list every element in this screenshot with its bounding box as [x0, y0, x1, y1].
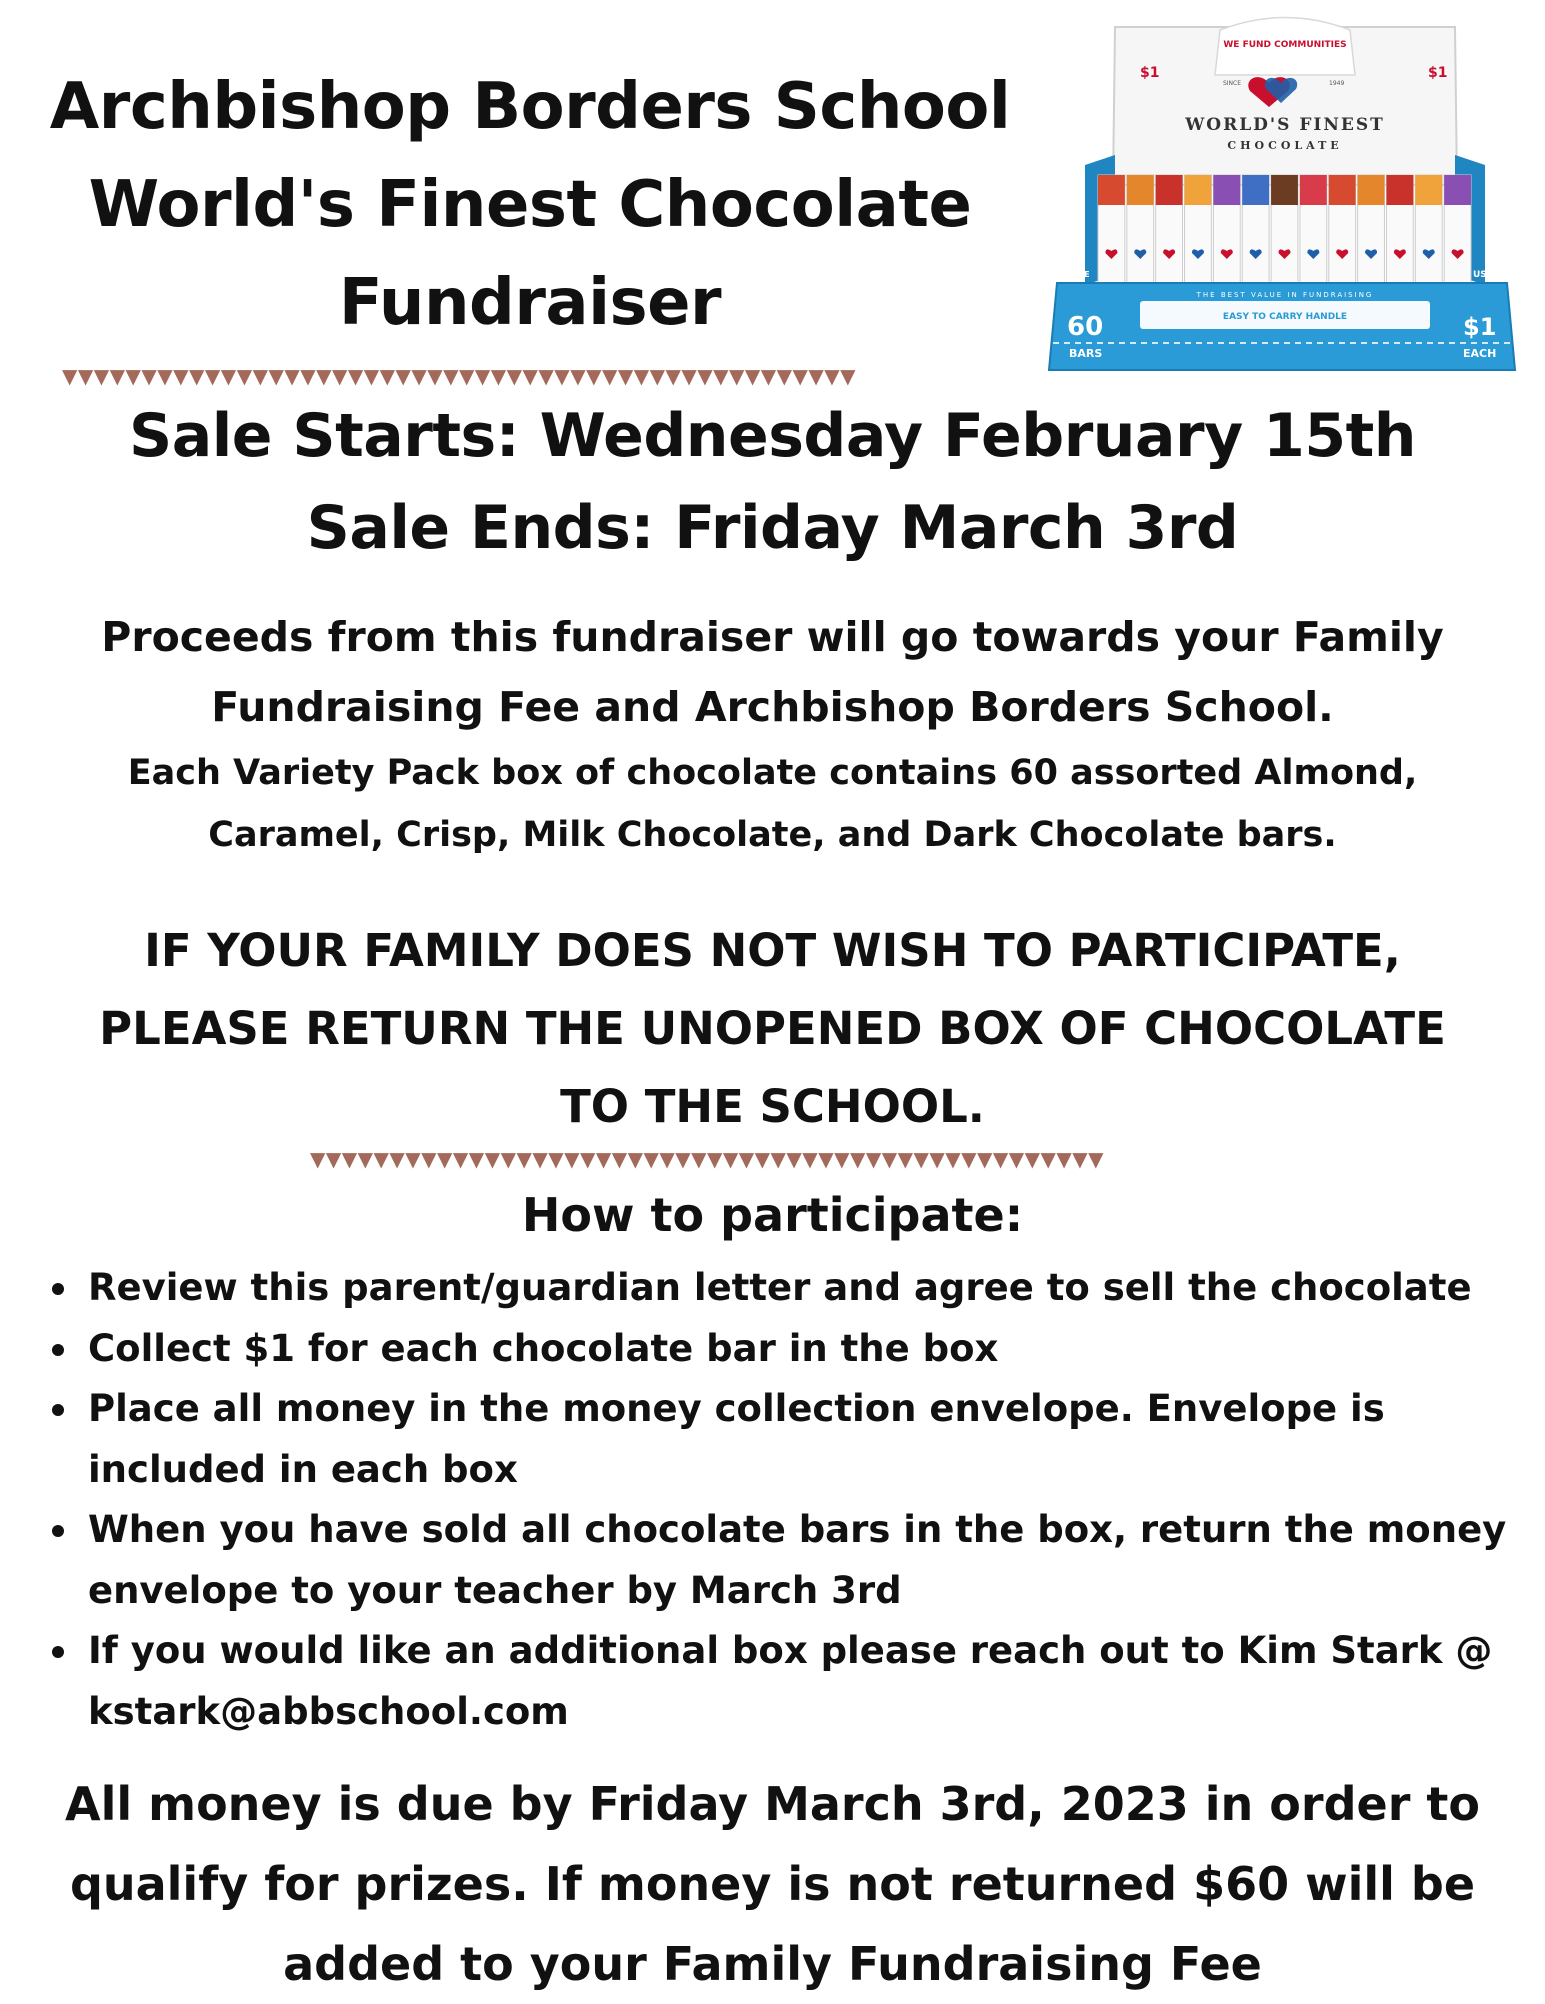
box-bars-label: BARS [1069, 347, 1103, 360]
divider-triangles-top: ▼▼▼▼▼▼▼▼▼▼▼▼▼▼▼▼▼▼▼▼▼▼▼▼▼▼▼▼▼▼▼▼▼▼▼▼▼▼▼▼▼▼▼▼▼▼▼▼▼▼ [62, 364, 857, 388]
box-price-left: $1 [1140, 65, 1160, 81]
list-item: Place all money in the money collection envelope. Envelope is included in each box [48, 1379, 1518, 1500]
box-since-label: SINCE [1222, 80, 1241, 87]
proceeds-paragraph [0, 602, 1545, 742]
chocolate-bar-wrapper-band [1156, 175, 1183, 205]
sale-starts: Sale Starts: Wednesday February 15th [129, 401, 1416, 471]
variety-line-2: Caramel, Crisp, Milk Chocolate, and Dark Chocolate bars. [208, 815, 1337, 855]
chocolate-bar-wrapper-band [1098, 175, 1125, 205]
footer-line-2: qualify for prizes. If money is not returned $60 will be [69, 1857, 1476, 1911]
list-item: When you have sold all chocolate bars in the box, return the money envelope to your teacher by March 3rd [48, 1500, 1518, 1621]
title-line-1: Archbishop Borders School [49, 70, 1011, 144]
box-front-price: $1 [1463, 313, 1497, 341]
variety-line-1: Each Variety Pack box of chocolate contains 60 assorted Almond, [127, 753, 1418, 793]
box-price-right: $1 [1428, 65, 1448, 81]
chocolate-bar-wrapper-band [1127, 175, 1154, 205]
chocolate-bar-wrapper-band [1386, 175, 1413, 205]
list-item: Review this parent/guardian letter and agree to sell the chocolate [48, 1258, 1518, 1319]
box-free-label: FREE [1067, 270, 1090, 279]
footer-line-3: added to your Family Fundraising Fee [283, 1937, 1262, 1991]
chocolate-bar-wrapper-band [1444, 175, 1471, 205]
box-each-label: EACH [1463, 347, 1497, 360]
chocolate-bar-wrapper-band [1358, 175, 1385, 205]
chocolate-box-illustration [1045, 15, 1520, 380]
variety-pack-paragraph [0, 742, 1545, 866]
list-item: If you would like an additional box please reach out to Kim Stark @ kstark@abbschool.com [48, 1621, 1518, 1742]
warning-line-3: TO THE SCHOOL. [560, 1080, 985, 1133]
sale-ends: Sale Ends: Friday March 3rd [306, 493, 1239, 563]
box-tagline: THE BEST VALUE IN FUNDRAISING [1196, 291, 1374, 299]
chocolate-bar-wrapper-band [1329, 175, 1356, 205]
chocolate-bar-wrapper-band [1300, 175, 1327, 205]
box-since-year: 1949 [1329, 80, 1345, 87]
list-item: Collect $1 for each chocolate bar in the box [48, 1319, 1518, 1380]
how-to-heading: How to participate: [521, 1188, 1024, 1242]
box-brand-line-2: CHOCOLATE [1227, 139, 1343, 152]
box-usa-label: USA [1473, 270, 1494, 280]
participation-warning [0, 912, 1545, 1146]
box-count: 60 [1067, 312, 1104, 342]
chocolate-bar-wrapper-band [1242, 175, 1269, 205]
divider-triangles-middle: ▼▼▼▼▼▼▼▼▼▼▼▼▼▼▼▼▼▼▼▼▼▼▼▼▼▼▼▼▼▼▼▼▼▼▼▼▼▼▼▼▼▼▼▼▼▼▼▼▼▼ [310, 1147, 1105, 1171]
chocolate-bar-wrapper-band [1213, 175, 1240, 205]
page-title [30, 58, 1030, 352]
chocolate-bar-wrapper-band [1185, 175, 1212, 205]
box-handle-label: EASY TO CARRY HANDLE [1222, 312, 1348, 322]
title-line-3: Fundraiser [338, 266, 722, 340]
warning-line-1: IF YOUR FAMILY DOES NOT WISH TO PARTICIPATE, [144, 924, 1401, 977]
footer-line-1: All money is due by Friday March 3rd, 2023 in order to [64, 1777, 1481, 1831]
chocolate-bar-wrapper-band [1271, 175, 1298, 205]
chocolate-bar-wrapper-band [1415, 175, 1442, 205]
title-line-2: World's Finest Chocolate [88, 168, 972, 242]
how-to-steps-list [48, 1258, 1518, 1742]
sale-dates [0, 390, 1545, 574]
chocolate-box-image [1045, 15, 1520, 380]
warning-line-2: PLEASE RETURN THE UNOPENED BOX OF CHOCOLATE [99, 1002, 1446, 1055]
proceeds-line-1: Proceeds from this fundraiser will go towards your Family [101, 613, 1444, 661]
chocolate-bars [1098, 175, 1471, 285]
box-top-text: WE FUND COMMUNITIES [1223, 40, 1347, 50]
deadline-notice [0, 1764, 1545, 2004]
box-brand-line-1: WORLD'S FINEST [1185, 115, 1385, 135]
proceeds-line-2: Fundraising Fee and Archbishop Borders School. [211, 683, 1334, 731]
